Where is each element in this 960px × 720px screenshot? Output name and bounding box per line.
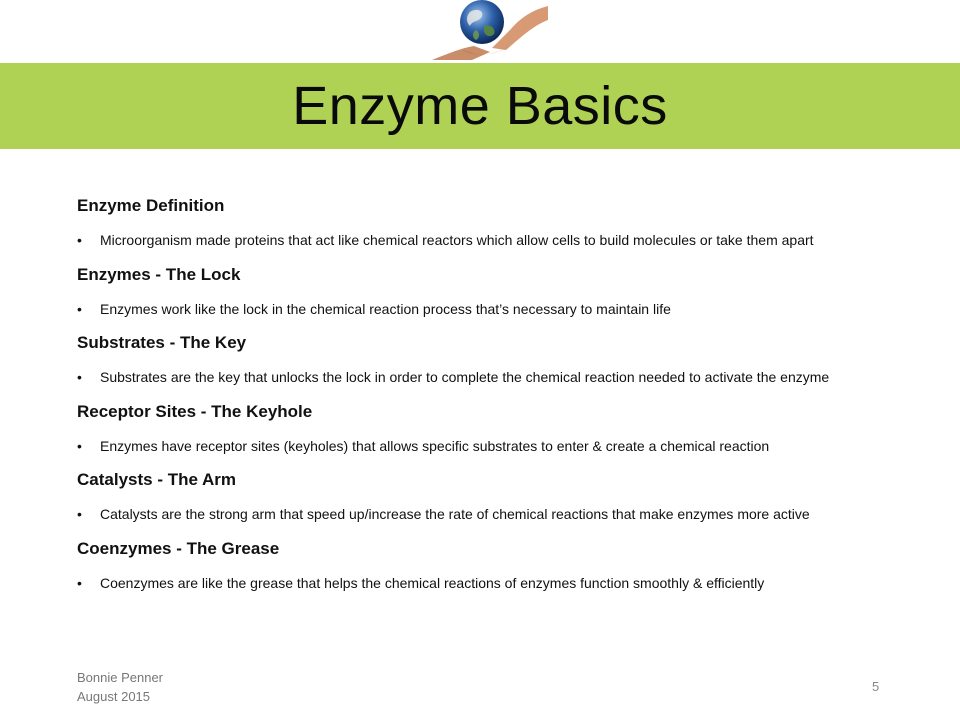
slide-content — [77, 196, 957, 607]
footer-date: August 2015 — [77, 689, 151, 704]
title-band — [0, 63, 960, 149]
bullet-icon: • — [77, 369, 82, 385]
bullet-text: Coenzymes are like the grease that helps the chemical reactions of enzymes function smoothly & efficiently — [100, 574, 765, 591]
section-enzymes-lock — [77, 265, 957, 334]
bullet-item — [77, 438, 769, 454]
section-heading: Receptor Sites - The Keyhole — [77, 401, 313, 421]
section-receptor-sites — [77, 402, 957, 471]
section-coenzymes-grease — [77, 539, 957, 608]
section-substrates-key — [77, 333, 957, 402]
bullet-icon: • — [77, 506, 82, 522]
bullet-text: Catalysts are the strong arm that speed up/increase the rate of chemical reactions that make enzymes more active — [100, 506, 810, 522]
bullet-icon: • — [77, 300, 82, 317]
section-heading: Coenzymes - The Grease — [77, 538, 280, 558]
section-heading: Catalysts - The Arm — [77, 470, 237, 489]
bullet-text: Substrates are the key that unlocks the lock in order to complete the chemical reaction needed to activate the enzyme — [100, 369, 830, 385]
bullet-item — [77, 301, 671, 317]
globe-in-hands-icon — [432, 0, 548, 64]
page-number: 5 — [872, 679, 880, 694]
bullet-icon: • — [77, 232, 82, 248]
bullet-item — [77, 575, 764, 591]
bullet-item — [77, 232, 814, 248]
bullet-icon: • — [77, 437, 82, 454]
section-heading: Substrates - The Key — [77, 333, 247, 352]
section-enzyme-definition — [77, 196, 957, 265]
bullet-text: Microorganism made proteins that act like chemical reactors which allow cells to build molecules or take them apart — [100, 232, 814, 248]
slide-title: Enzyme Basics — [292, 76, 668, 136]
section-heading: Enzymes - The Lock — [77, 264, 241, 284]
bullet-text: Enzymes work like the lock in the chemical reaction process that’s necessary to maintain life — [100, 300, 671, 317]
bullet-icon: • — [77, 574, 82, 591]
bullet-text: Enzymes have receptor sites (keyholes) that allows specific substrates to enter & create a chemical reaction — [100, 437, 770, 454]
section-heading: Enzyme Definition — [77, 196, 225, 215]
bullet-item — [77, 506, 810, 522]
footer-author: Bonnie Penner — [77, 670, 164, 685]
bullet-item — [77, 369, 829, 385]
footer-author-block — [77, 668, 163, 706]
section-catalysts-arm — [77, 470, 957, 539]
